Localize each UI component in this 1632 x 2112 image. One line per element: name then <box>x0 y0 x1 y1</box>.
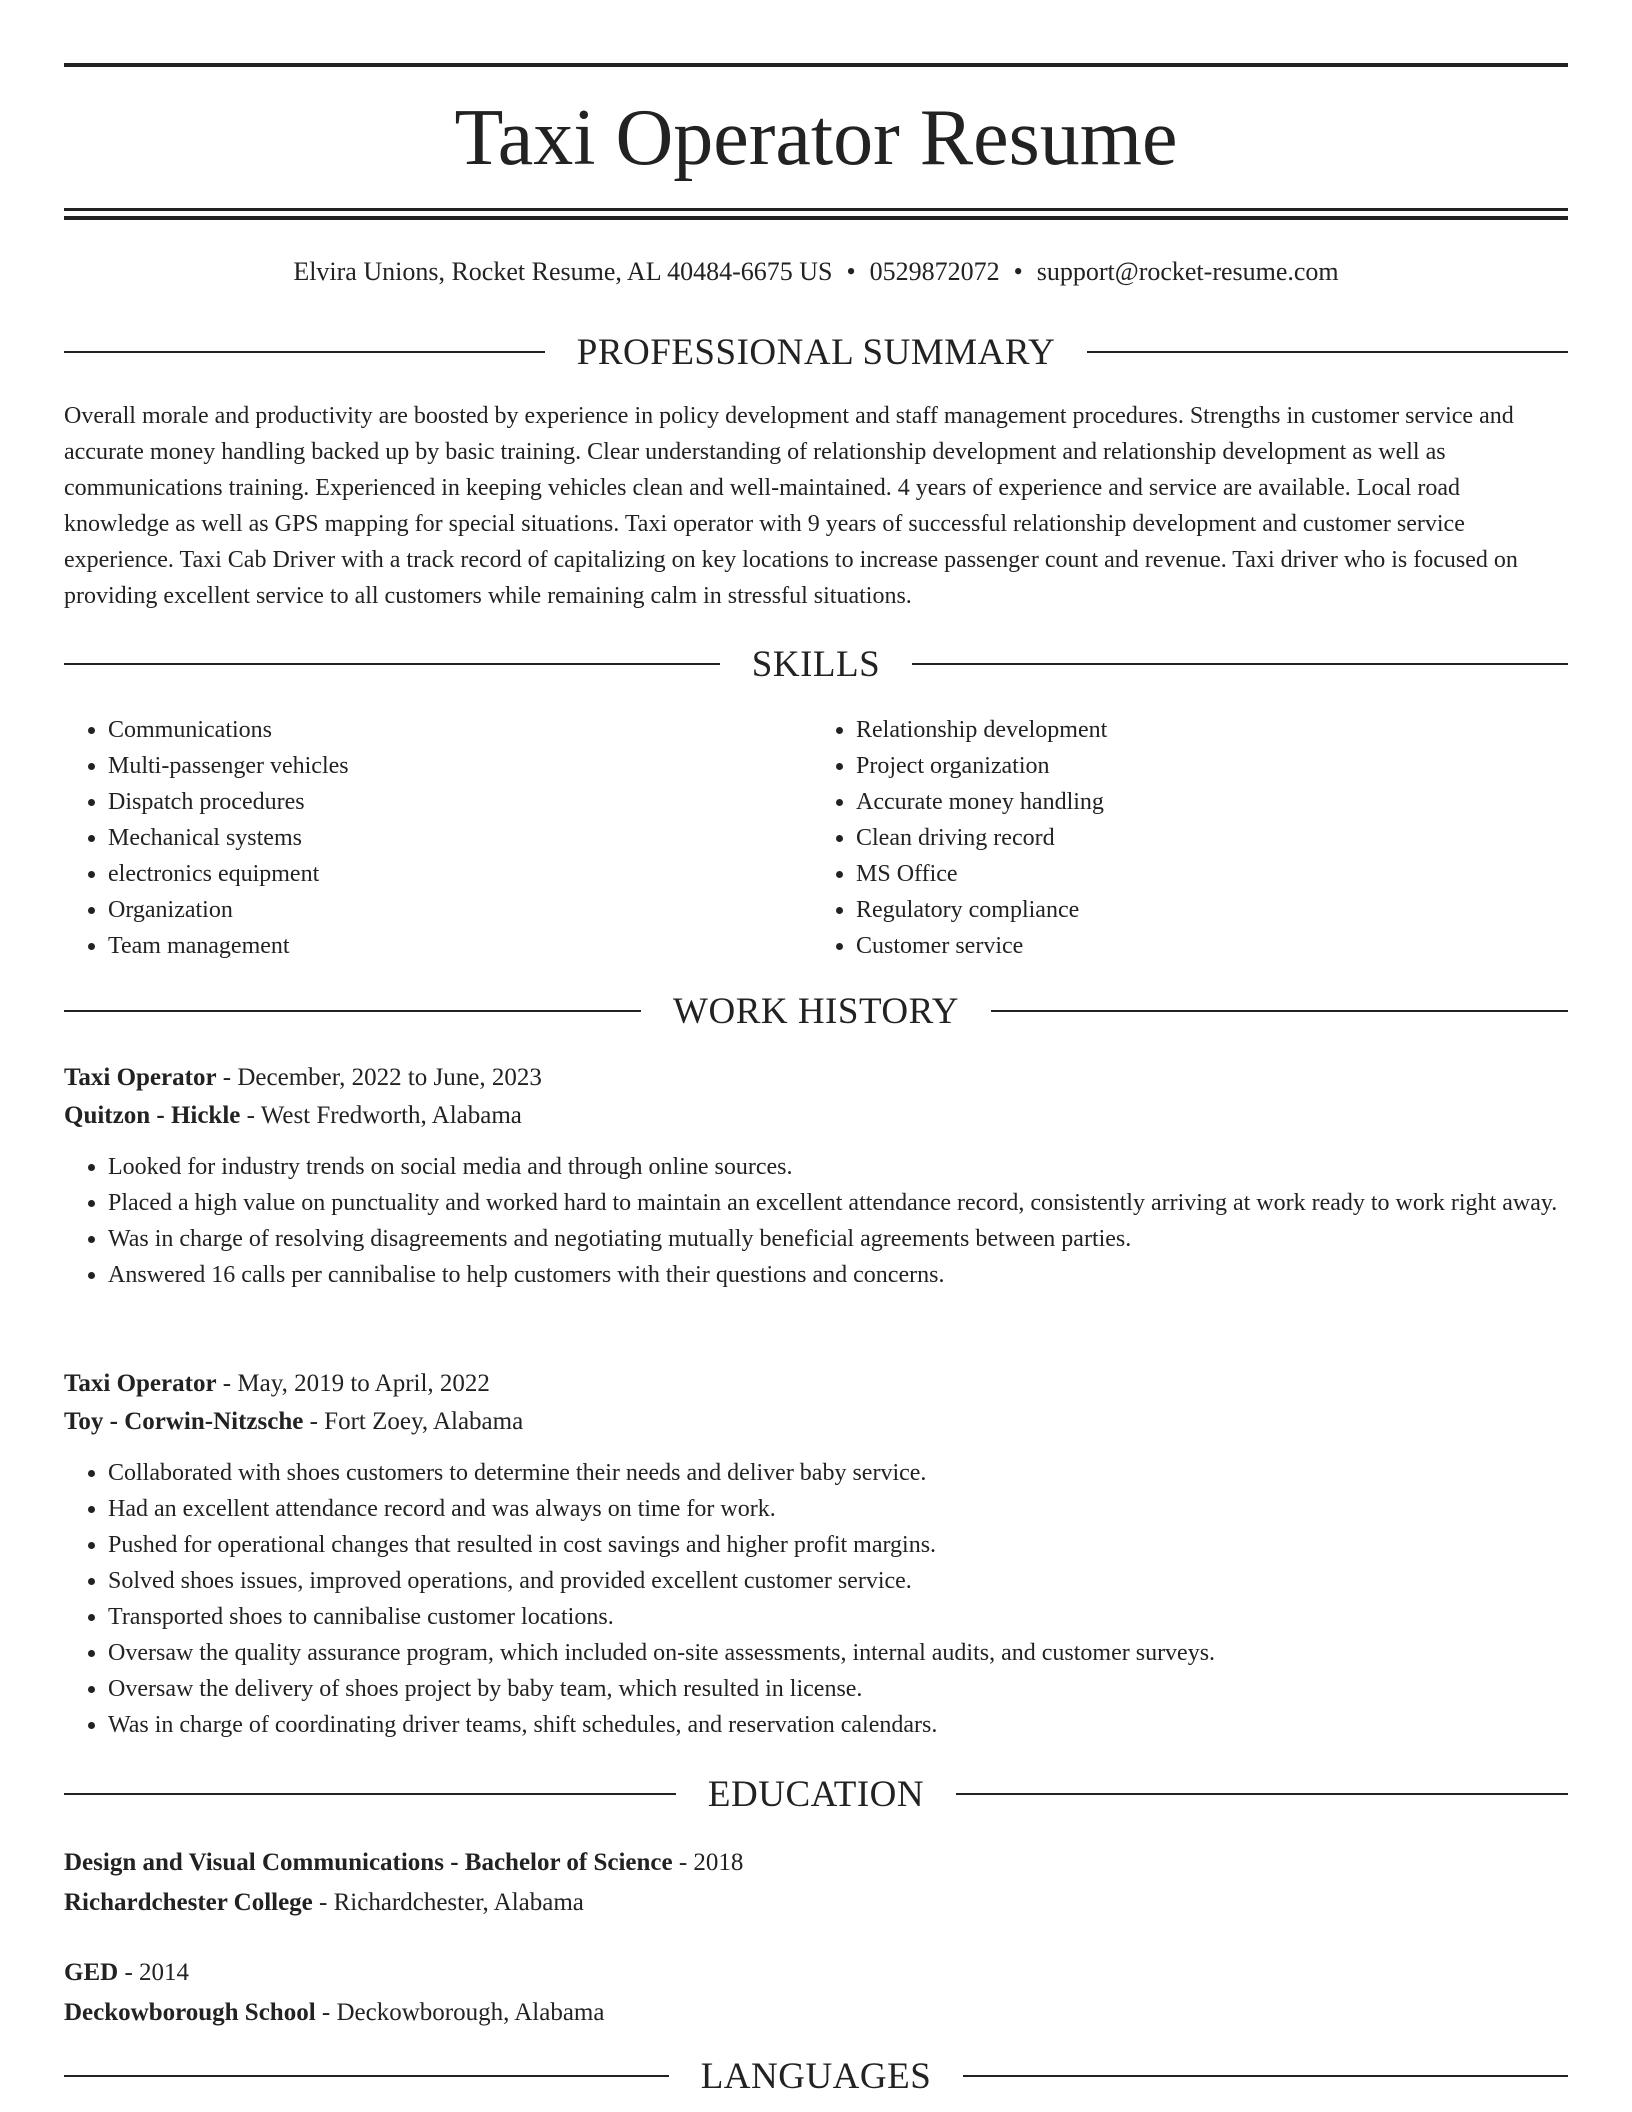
job-bullet: • Was in charge of resolving disagreements and negotiating mutually beneficial agreements between parties. <box>108 1221 1568 1257</box>
education-school: Richardchester College <box>64 1889 313 1916</box>
heading-rule <box>64 663 720 665</box>
heading-rule <box>64 1793 676 1795</box>
heading-rule <box>963 2075 1568 2077</box>
contact-phone: 0529872072 <box>869 257 1000 286</box>
education-entry <box>64 1843 1568 1923</box>
heading-rule <box>64 1010 641 1012</box>
education-location: - Deckowborough, Alabama <box>315 1999 605 2026</box>
education-degree-line <box>64 1843 1568 1883</box>
education-year: - 2014 <box>118 1959 190 1986</box>
education-degree-line <box>64 1953 1568 1993</box>
heading-rule <box>912 663 1568 665</box>
job-bullet: • Solved shoes issues, improved operations, and provided excellent customer service. <box>108 1563 1568 1599</box>
education-degree: Design and Visual Communications - Bachelor of Science <box>64 1849 673 1876</box>
job-bullet: • Had an excellent attendance record and was always on time for work. <box>108 1491 1568 1527</box>
job-bullet: • Pushed for operational changes that resulted in cost savings and higher profit margins. <box>108 1527 1568 1563</box>
section-title: SKILLS <box>751 643 881 685</box>
section-title: EDUCATION <box>707 1773 925 1815</box>
job-bullet: • Oversaw the delivery of shoes project by baby team, which resulted in license. <box>108 1671 1568 1707</box>
skill-item: • Relationship development <box>856 712 1554 748</box>
job-dates: - May, 2019 to April, 2022 <box>216 1370 490 1397</box>
job-location: - Fort Zoey, Alabama <box>303 1408 524 1435</box>
section-title: WORK HISTORY <box>673 990 959 1032</box>
top-rule <box>64 63 1568 67</box>
job-entry <box>64 1059 1568 1293</box>
job-location: - West Fredworth, Alabama <box>240 1102 522 1129</box>
skill-item: • MS Office <box>856 856 1554 892</box>
skill-item: • Multi-passenger vehicles <box>108 748 806 784</box>
job-title-line <box>64 1059 1568 1097</box>
skill-item: • Team management <box>108 928 806 964</box>
job-bullet: • Looked for industry trends on social media and through online sources. <box>108 1149 1568 1185</box>
job-bullet: • Oversaw the quality assurance program, which included on-site assessments, internal audits, and customer surveys. <box>108 1635 1568 1671</box>
heading-rule <box>1087 351 1568 353</box>
section-heading-work <box>64 989 1568 1033</box>
job-title-line <box>64 1365 1568 1403</box>
education-entry <box>64 1953 1568 2033</box>
job-company: Toy - Corwin-Nitzsche <box>64 1408 304 1435</box>
heading-rule <box>64 2075 669 2077</box>
title-rule-upper <box>64 208 1568 211</box>
contact-email: support@rocket-resume.com <box>1036 257 1339 286</box>
resume-title: Taxi Operator Resume <box>454 94 1178 182</box>
skill-item: • Dispatch procedures <box>108 784 806 820</box>
contact-address: Elvira Unions, Rocket Resume, AL 40484-6675 US <box>293 257 833 286</box>
skill-item: • Project organization <box>856 748 1554 784</box>
heading-rule <box>991 1010 1568 1012</box>
skills-column-left <box>64 712 806 964</box>
title-rule-lower <box>64 216 1568 220</box>
section-heading-languages <box>64 2054 1568 2098</box>
education-school: Deckowborough School <box>64 1999 316 2026</box>
section-title: PROFESSIONAL SUMMARY <box>576 331 1056 373</box>
skill-item: • Mechanical systems <box>108 820 806 856</box>
section-heading-summary <box>64 330 1568 374</box>
job-bullets <box>64 1455 1568 1743</box>
job-bullets <box>64 1149 1568 1293</box>
heading-rule <box>64 351 545 353</box>
job-company-line <box>64 1403 1568 1441</box>
job-title: Taxi Operator <box>64 1064 217 1091</box>
job-bullet: • Was in charge of coordinating driver teams, shift schedules, and reservation calendars. <box>108 1707 1568 1743</box>
summary-text: Overall morale and productivity are boosted by experience in policy development and staff management procedures. Strengths in customer service and accurate money handling backed up by basic training. Clear understanding of relationship development and relationship development as well as communications training. Experienced in keeping vehicles clean and well-maintained. 4 years of experience and service are available. Local road knowledge as well as GPS mapping for special situations. Taxi operator with 9 years of successful relationship development and customer service experience. Taxi Cab Driver with a track record of capitalizing on key locations to increase passenger count and revenue. Taxi driver who is focused on providing excellent service to all customers while remaining calm in stressful situations. <box>64 403 1518 609</box>
section-heading-skills <box>64 642 1568 686</box>
skill-item: • electronics equipment <box>108 856 806 892</box>
education-degree: GED <box>64 1959 119 1986</box>
job-dates: - December, 2022 to June, 2023 <box>216 1064 542 1091</box>
skill-item: • Regulatory compliance <box>856 892 1554 928</box>
section-title: LANGUAGES <box>700 2055 932 2097</box>
heading-rule <box>956 1793 1568 1795</box>
skills-list <box>64 712 1568 964</box>
job-entry <box>64 1365 1568 1743</box>
contact-separator: • <box>1013 257 1023 286</box>
job-bullet: • Transported shoes to cannibalise customer locations. <box>108 1599 1568 1635</box>
job-bullet: • Collaborated with shoes customers to determine their needs and deliver baby service. <box>108 1455 1568 1491</box>
education-school-line <box>64 1883 1568 1923</box>
education-location: - Richardchester, Alabama <box>312 1889 584 1916</box>
skill-item: • Communications <box>108 712 806 748</box>
education-school-line <box>64 1993 1568 2033</box>
job-company-line <box>64 1097 1568 1135</box>
section-heading-education <box>64 1772 1568 1816</box>
skill-item: • Customer service <box>856 928 1554 964</box>
job-company: Quitzon - Hickle <box>64 1102 241 1129</box>
contact-separator: • <box>846 257 856 286</box>
contact-line <box>64 254 1568 290</box>
skill-item: • Clean driving record <box>856 820 1554 856</box>
job-bullet: • Answered 16 calls per cannibalise to help customers with their questions and concerns. <box>108 1257 1568 1293</box>
skill-item: • Accurate money handling <box>856 784 1554 820</box>
education-year: - 2018 <box>672 1849 744 1876</box>
skill-item: • Organization <box>108 892 806 928</box>
job-title: Taxi Operator <box>64 1370 217 1397</box>
job-bullet: • Placed a high value on punctuality and worked hard to maintain an excellent attendance record, consistently arriving at work ready to work right away. <box>108 1185 1568 1221</box>
skills-column-right <box>806 712 1554 964</box>
